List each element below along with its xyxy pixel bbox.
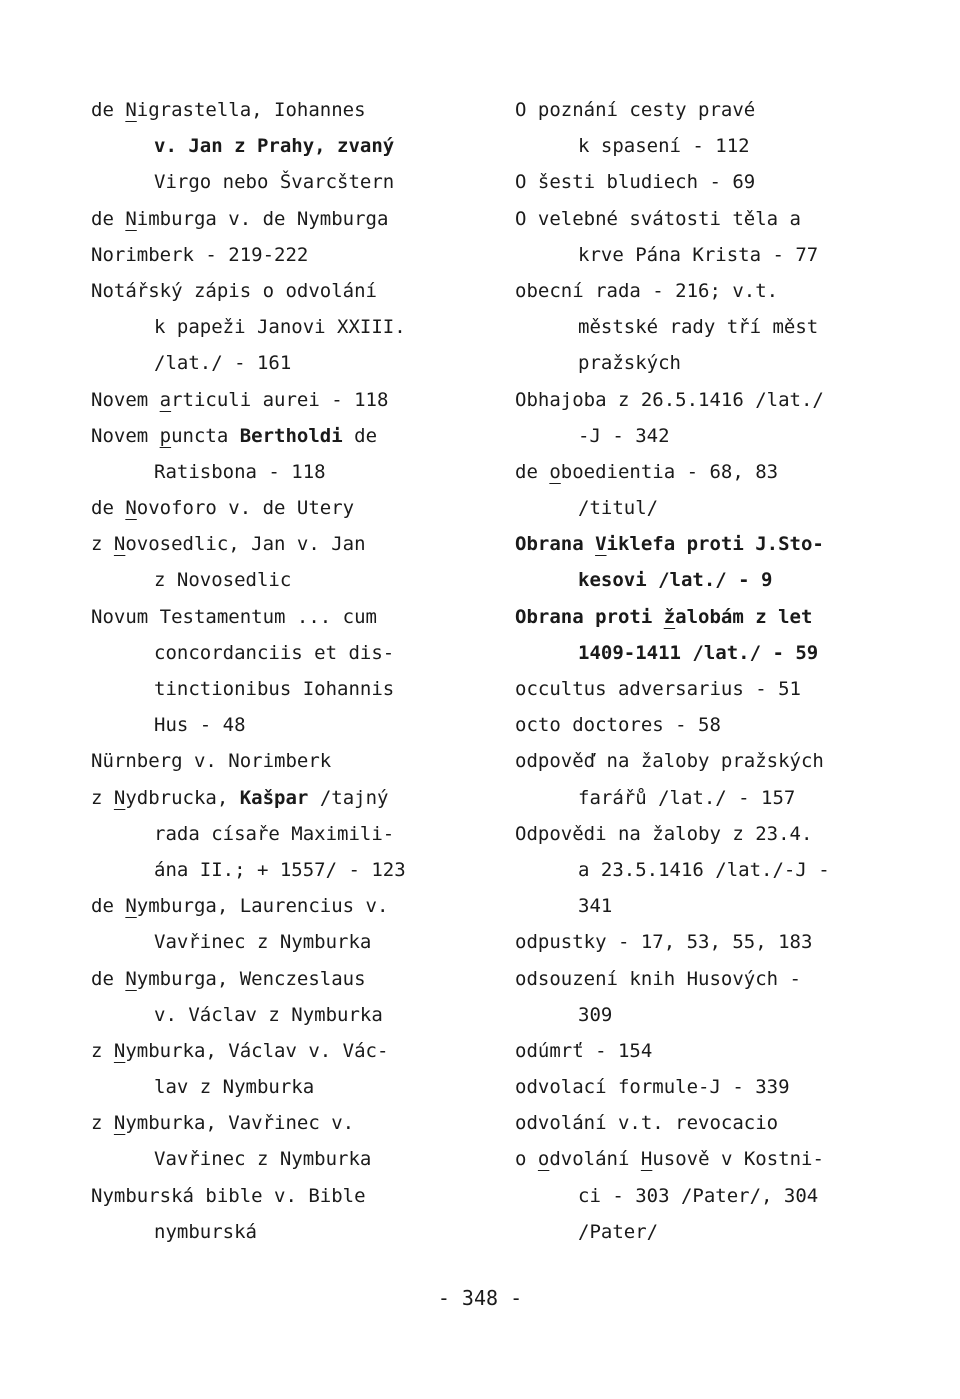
entry-text: dvolání (549, 1148, 641, 1171)
index-entry (515, 526, 935, 562)
index-entry-continuation (91, 924, 491, 960)
entry-text: de (515, 460, 550, 483)
index-entry (91, 1105, 491, 1141)
index-entry (91, 961, 491, 997)
index-entry (91, 526, 491, 562)
entry-text: městské rady tří měst (578, 316, 819, 339)
entry-text: kesovi /lat./ - 9 (578, 569, 773, 592)
entry-text: k papeži Janovi XXIII. (154, 316, 406, 339)
entry-text: odpustky - 17, 53, 55, 183 (515, 931, 813, 954)
index-entry (91, 418, 491, 454)
entry-text: /tajný (308, 786, 389, 809)
entry-text: krve Pána Krista - 77 (578, 243, 819, 266)
entry-text: obecní rada - 216; v.t. (515, 279, 779, 302)
index-entry-continuation (515, 309, 935, 345)
index-entry-continuation (515, 888, 935, 924)
entry-text: H (640, 1148, 653, 1171)
entry-text: v. Václav z Nymburka (154, 1003, 383, 1026)
index-entry (91, 743, 491, 779)
index-entry (515, 201, 935, 237)
index-entry (91, 1178, 491, 1214)
entry-text: 1409-1411 /lat./ - 59 (578, 641, 819, 664)
index-entry-continuation (91, 309, 491, 345)
index-entry-continuation (91, 1069, 491, 1105)
entry-text: odpověď na žaloby pražských (515, 750, 824, 773)
entry-text: N (125, 967, 137, 990)
entry-text: Norimberk - 219-222 (91, 243, 309, 266)
entry-text: z (91, 1112, 114, 1135)
entry-text: 309 (578, 1003, 613, 1026)
index-entry-continuation (91, 816, 491, 852)
index-entry-continuation (91, 345, 491, 381)
index-entry (91, 1033, 491, 1069)
index-entry-continuation (515, 418, 935, 454)
index-entry-continuation (515, 1178, 935, 1214)
index-entry-continuation (91, 1214, 491, 1250)
index-entry (91, 273, 491, 309)
entry-text: o (537, 1148, 550, 1171)
index-entry (515, 382, 935, 418)
entry-text: concordanciis et dis- (154, 641, 395, 664)
entry-text: N (113, 1112, 126, 1135)
entry-text: odsouzení knih Husových - (515, 967, 801, 990)
entry-text: Obhajoba z 26.5.1416 /lat./ (515, 388, 824, 411)
index-entry-continuation (91, 852, 491, 888)
entry-text: /lat./ - 161 (154, 352, 292, 375)
index-entry-continuation (515, 635, 935, 671)
entry-text: z (91, 1039, 114, 1062)
entry-text: v. Jan z Prahy, zvaný (154, 135, 395, 158)
entry-text: odvolání v.t. revocacio (515, 1112, 779, 1135)
index-entry (91, 201, 491, 237)
entry-text: Odpovědi na žaloby z 23.4. (515, 822, 813, 845)
index-entry (91, 382, 491, 418)
entry-text: lav z Nymburka (154, 1076, 315, 1099)
index-entry-continuation (91, 128, 491, 164)
index-entry (515, 164, 935, 200)
entry-text: ovosedlic, Jan v. Jan (125, 533, 366, 556)
entry-text: de (91, 99, 126, 121)
entry-text: Hus - 48 (154, 714, 246, 737)
entry-text: odúmrť - 154 (515, 1039, 653, 1062)
entry-text: /titul/ (578, 497, 659, 520)
index-entry-continuation (91, 707, 491, 743)
entry-text: ovoforo v. de Utery (136, 497, 355, 520)
index-entry (515, 671, 935, 707)
index-entry (91, 490, 491, 526)
entry-text: tinctionibus Iohannis (154, 678, 395, 700)
entry-text: ymburka, Vavřinec v. (125, 1112, 355, 1135)
entry-text: p (159, 424, 172, 447)
entry-text: octo doctores - 58 (515, 714, 721, 737)
entry-text: de (91, 967, 126, 990)
entry-text: uncta (171, 424, 240, 447)
entry-text: z (91, 533, 114, 556)
page-number: - 348 - (437, 1286, 523, 1310)
entry-text: Bertholdi (239, 424, 343, 447)
entry-text: N (113, 786, 126, 809)
entry-text: O velebné svátosti těla a (515, 207, 801, 230)
entry-text: ymburga, Wenczeslaus (136, 967, 366, 990)
index-entry (515, 743, 935, 779)
entry-text: 341 (578, 895, 613, 918)
left-index-column (91, 92, 491, 1250)
entry-text: o (515, 1148, 538, 1171)
index-entry-continuation (515, 1214, 935, 1250)
entry-text: Ratisbona - 118 (154, 460, 326, 483)
entry-text: N (125, 497, 137, 520)
entry-text: z (91, 786, 114, 809)
entry-text: occultus adversarius - 51 (515, 678, 801, 700)
index-entry (91, 599, 491, 635)
entry-text: O poznání cesty pravé (515, 99, 756, 121)
entry-text: ž (663, 605, 676, 628)
entry-text: de (91, 497, 126, 520)
entry-text: farářů /lat./ - 157 (578, 786, 796, 809)
entry-text: ymburka, Václav v. Vác- (125, 1039, 389, 1062)
entry-text: V (595, 533, 607, 556)
entry-text: N (125, 207, 137, 230)
entry-text: imburga v. de Nymburga (136, 207, 389, 230)
index-entry-continuation (515, 997, 935, 1033)
entry-text: de (342, 424, 378, 447)
entry-text: nymburská (154, 1220, 257, 1243)
index-entry-continuation (515, 780, 935, 816)
entry-text: Notářský zápis o odvolání (91, 279, 377, 302)
index-entry-continuation (515, 237, 935, 273)
entry-text: Kašpar (239, 786, 309, 809)
index-entry (515, 92, 935, 128)
entry-text: Novem (91, 388, 160, 411)
entry-text: Nürnberg v. Norimberk (91, 750, 332, 773)
index-entry-continuation (515, 345, 935, 381)
index-entry (515, 1033, 935, 1069)
index-entry (515, 707, 935, 743)
index-entry-continuation (515, 852, 935, 888)
entry-text: boedientia - 68, 83 (560, 460, 779, 483)
index-entry (515, 599, 935, 635)
entry-text: rada císaře Maximili- (154, 822, 395, 845)
entry-text: iklefa proti J.Sto- (606, 533, 824, 556)
index-entry-continuation (515, 490, 935, 526)
entry-text: O šesti bludiech - 69 (515, 171, 756, 194)
entry-text: odvolací formule-J - 339 (515, 1076, 790, 1099)
entry-text: o (549, 460, 561, 483)
index-entry (91, 780, 491, 816)
entry-text: Nymburská bible v. Bible (91, 1184, 366, 1207)
index-entry-continuation (91, 997, 491, 1033)
entry-text: -J - 342 (578, 424, 670, 447)
entry-text: igrastella, Iohannes (136, 99, 366, 121)
index-entry (91, 237, 491, 273)
right-index-column (515, 92, 935, 1250)
entry-text: Virgo nebo Švarcštern (154, 171, 395, 194)
entry-text: /Pater/ (578, 1220, 659, 1243)
entry-text: N (113, 533, 126, 556)
entry-text: Novem (91, 424, 160, 447)
entry-text: usově v Kostni- (652, 1148, 824, 1171)
entry-text: Vavřinec z Nymburka (154, 1148, 372, 1171)
index-entry (91, 888, 491, 924)
entry-text: rticuli aurei - 118 (171, 388, 389, 411)
index-entry-continuation (515, 128, 935, 164)
index-entry (515, 961, 935, 997)
entry-text: a 23.5.1416 /lat./-J - (578, 858, 830, 881)
entry-text: k spasení - 112 (578, 135, 750, 158)
entry-text: alobám z let (675, 605, 813, 628)
index-entry-continuation (515, 562, 935, 598)
index-entry-continuation (91, 164, 491, 200)
index-entry (515, 1069, 935, 1105)
index-entry (91, 92, 491, 128)
entry-text: z Novosedlic (154, 569, 292, 592)
entry-text: ydbrucka, (125, 786, 240, 809)
entry-text: Novum Testamentum ... cum (91, 605, 377, 628)
entry-text: ci - 303 /Pater/, 304 (578, 1184, 819, 1207)
entry-text: Obrana proti (515, 605, 664, 628)
index-entry-continuation (91, 671, 491, 707)
index-entry-continuation (91, 1141, 491, 1177)
index-entry (515, 1141, 935, 1177)
entry-text: ymburga, Laurencius v. (136, 895, 389, 918)
entry-text: Vavřinec z Nymburka (154, 931, 372, 954)
index-entry (515, 454, 935, 490)
entry-text: de (91, 207, 126, 230)
index-entry-continuation (91, 635, 491, 671)
index-entry-continuation (91, 454, 491, 490)
entry-text: pražských (578, 352, 681, 375)
entry-text: Obrana (515, 533, 596, 556)
index-entry-continuation (91, 562, 491, 598)
index-entry (515, 273, 935, 309)
entry-text: a (159, 388, 172, 411)
index-entry (515, 816, 935, 852)
entry-text: N (125, 895, 137, 918)
index-entry (515, 1105, 935, 1141)
entry-text: N (113, 1039, 126, 1062)
entry-text: ána II.; + 1557/ - 123 (154, 858, 406, 881)
entry-text: de (91, 895, 126, 918)
index-entry (515, 924, 935, 960)
entry-text: N (125, 99, 137, 121)
